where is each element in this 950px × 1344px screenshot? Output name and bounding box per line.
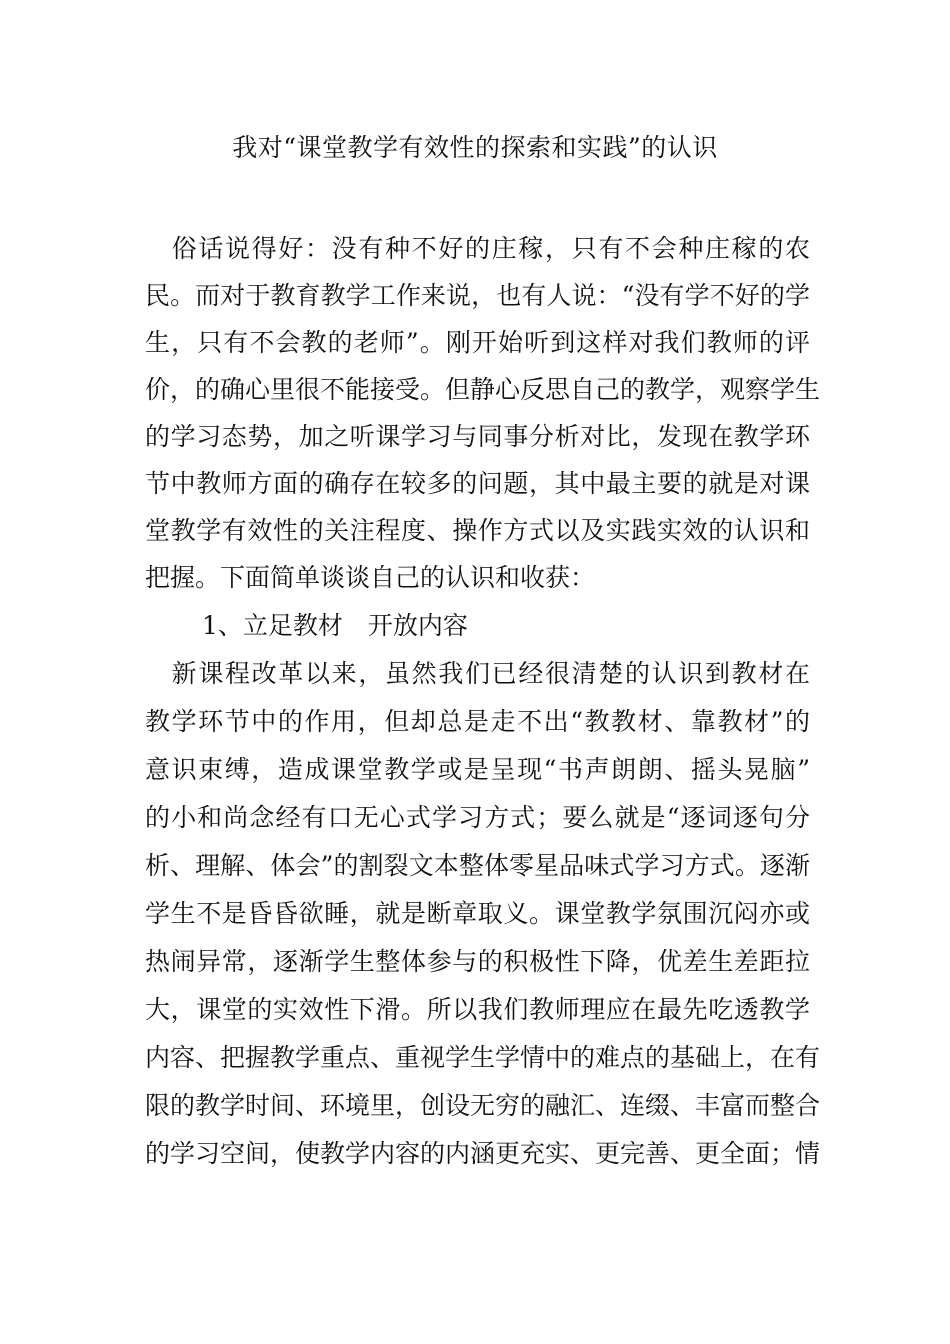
paragraph-2-line-6: 学生不是昏昏欲睡，就是断章取义。课堂教学氛围沉闷亦或 (145, 899, 810, 928)
paragraph-1-line-5: 的学习态势，加之听课学习与同事分析对比，发现在教学环 (145, 422, 810, 451)
paragraph-2-line-3: 意识束缚，造成课堂教学或是呈现“书声朗朗、摇头晃脑” (145, 755, 810, 784)
paragraph-2-line-11: 的学习空间，使教学内容的内涵更充实、更完善、更全面；情 (145, 1139, 821, 1168)
paragraph-2-line-2: 教学环节中的作用，但却总是走不出“教教材、靠教材”的 (145, 707, 810, 736)
paragraph-1-line-1: 俗话说得好：没有种不好的庄稼，只有不会种庄稼的农 (145, 234, 810, 263)
paragraph-1-line-2: 民。而对于教育教学工作来说，也有人说：“没有学不好的学 (145, 281, 810, 310)
paragraph-2-line-9: 内容、把握教学重点、重视学生学情中的难点的基础上，在有 (145, 1043, 821, 1072)
paragraph-1-line-4: 价，的确心里很不能接受。但静心反思自己的教学，观察学生 (145, 375, 821, 404)
paragraph-2-line-10: 限的教学时间、环境里，创设无穷的融汇、连缀、丰富而整合 (145, 1091, 821, 1120)
paragraph-2-line-1: 新课程改革以来，虽然我们已经很清楚的认识到教材在 (145, 659, 810, 688)
paragraph-1-line-8: 把握。下面简单谈谈自己的认识和收获： (145, 563, 596, 592)
section-heading-1: 1、立足教材 开放内容 (202, 611, 468, 640)
paragraph-1-line-7: 堂教学有效性的关注程度、操作方式以及实践实效的认识和 (145, 516, 810, 545)
paragraph-2-line-7: 热闹异常，逐渐学生整体参与的积极性下降，优差生差距拉 (145, 947, 810, 976)
paragraph-2-line-5: 析、理解、体会”的割裂文本整体零星品味式学习方式。逐渐 (145, 851, 810, 880)
paragraph-1-line-3: 生，只有不会教的老师”。刚开始听到这样对我们教师的评 (145, 328, 810, 357)
document-title: 我对“课堂教学有效性的探索和实践”的认识 (232, 133, 718, 162)
paragraph-2-line-8: 大，课堂的实效性下滑。所以我们教师理应在最先吃透教学 (145, 995, 810, 1024)
paragraph-2-line-4: 的小和尚念经有口无心式学习方式；要么就是“逐词逐句分 (145, 803, 810, 832)
paragraph-1-line-6: 节中教师方面的确存在较多的问题，其中最主要的就是对课 (145, 469, 810, 498)
